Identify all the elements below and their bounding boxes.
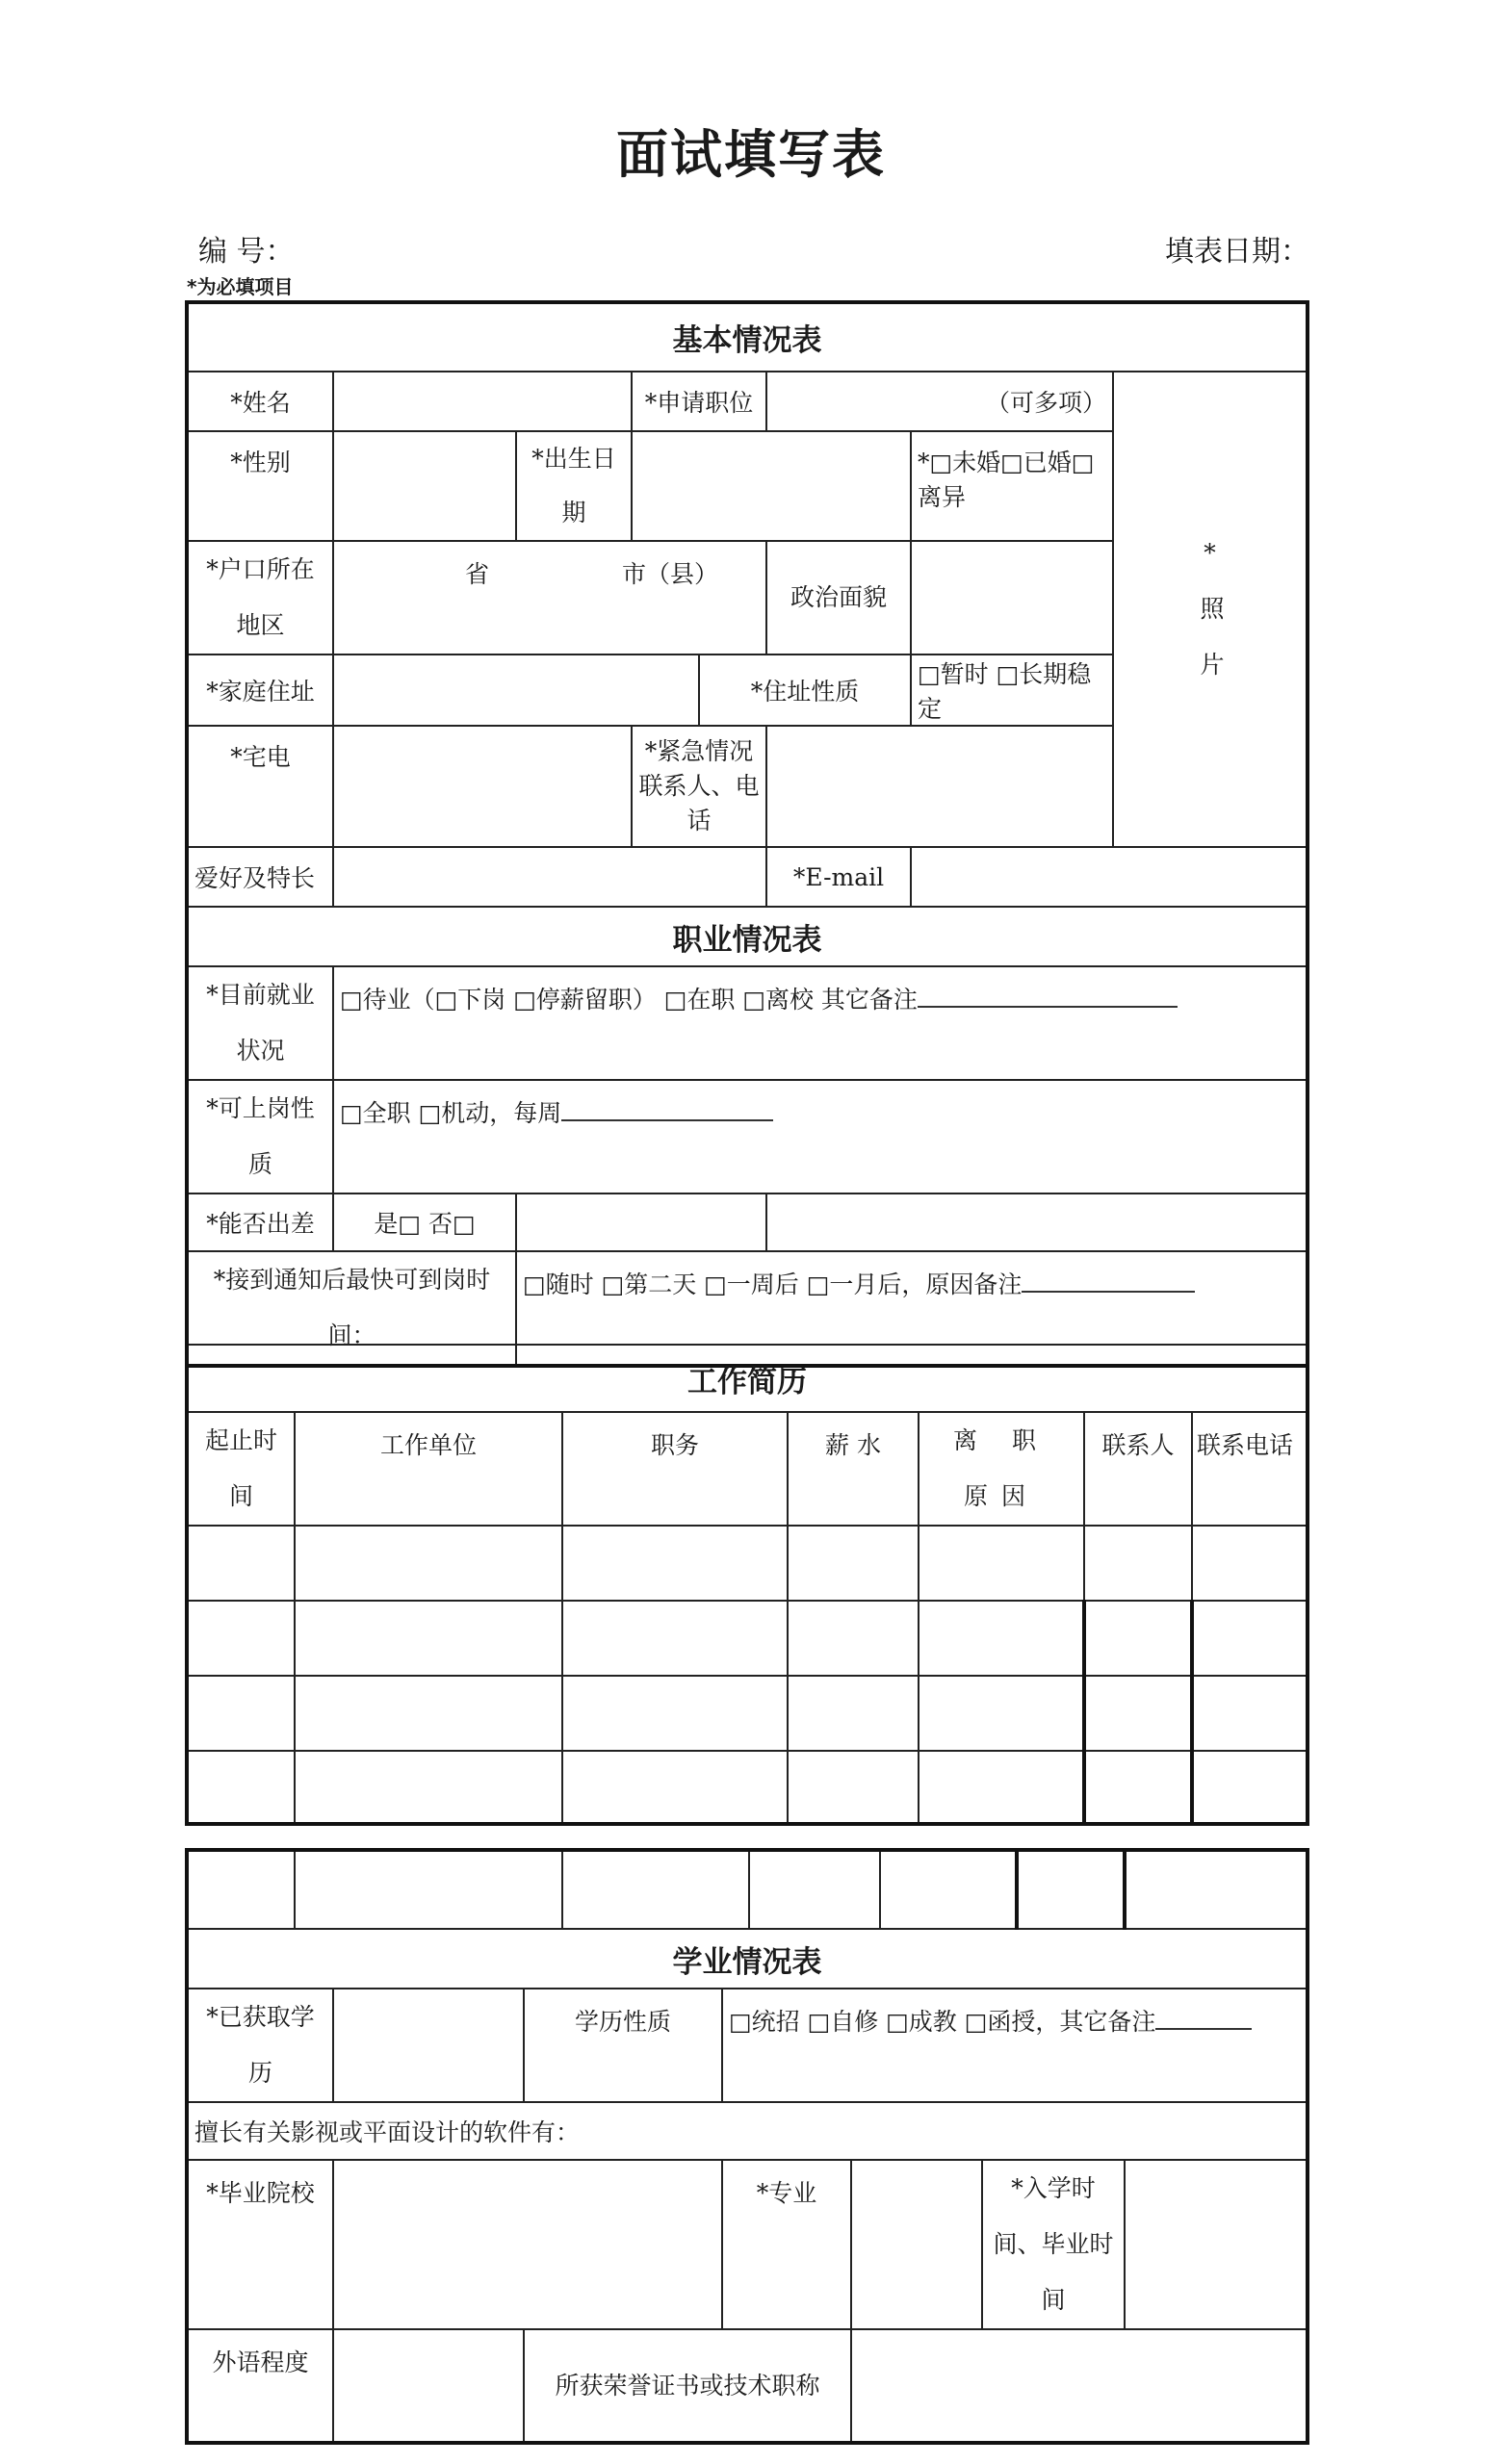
birth-label: *出生日期 bbox=[516, 431, 632, 541]
gender-field[interactable] bbox=[333, 431, 516, 541]
col-contact-phone: 联系电话 bbox=[1192, 1412, 1308, 1526]
position-hint: （可多项） bbox=[985, 389, 1106, 417]
required-note: *为必填项目 bbox=[187, 275, 294, 298]
travel-label: *能否出差 bbox=[187, 1194, 333, 1251]
honors-field[interactable] bbox=[851, 2329, 1308, 2443]
status-remark-line[interactable] bbox=[918, 981, 1178, 1008]
position-field[interactable] bbox=[766, 372, 1113, 431]
col-contact: 联系人 bbox=[1084, 1412, 1192, 1526]
table-cell[interactable] bbox=[919, 1751, 1084, 1824]
arrival-label: *接到通知后最快可到岗时间： bbox=[187, 1251, 516, 1366]
residence-label: *住址性质 bbox=[699, 654, 911, 726]
language-label: 外语程度 bbox=[187, 2329, 333, 2443]
degree-field[interactable] bbox=[333, 1989, 524, 2102]
table-row bbox=[187, 1526, 1308, 1601]
school-field[interactable] bbox=[333, 2160, 722, 2329]
major-field[interactable] bbox=[851, 2160, 982, 2329]
section-heading-work: 工作简历 bbox=[187, 1345, 1308, 1412]
section-heading-basic: 基本情况表 bbox=[187, 302, 1308, 372]
photo-box[interactable] bbox=[1113, 372, 1308, 847]
table-cell[interactable] bbox=[295, 1676, 562, 1751]
home-phone-field[interactable] bbox=[333, 726, 632, 847]
hukou-field[interactable] bbox=[333, 541, 766, 654]
table-cell[interactable] bbox=[1125, 1850, 1308, 1929]
name-label: *姓名 bbox=[187, 372, 333, 431]
table-cell[interactable] bbox=[1084, 1601, 1192, 1676]
table-row bbox=[187, 1676, 1308, 1751]
name-field[interactable] bbox=[333, 372, 632, 431]
table-cell[interactable] bbox=[788, 1676, 919, 1751]
major-label: *专业 bbox=[722, 2160, 851, 2329]
table-row bbox=[187, 1751, 1308, 1824]
work-history-table bbox=[185, 1344, 1309, 1826]
table-cell[interactable] bbox=[562, 1850, 749, 1929]
table-cell[interactable] bbox=[187, 1676, 295, 1751]
dates-field[interactable] bbox=[1125, 2160, 1308, 2329]
honors-label: 所获荣誉证书或技术职称 bbox=[524, 2329, 851, 2443]
travel-field-b[interactable] bbox=[766, 1194, 1308, 1251]
table-cell[interactable] bbox=[187, 1526, 295, 1601]
employment-status-options[interactable] bbox=[333, 966, 1308, 1080]
col-leave-reason: 离 职 原因 bbox=[919, 1412, 1084, 1526]
weekly-line[interactable] bbox=[561, 1094, 773, 1121]
province-label: 省 bbox=[465, 560, 490, 588]
degree-remark-line[interactable] bbox=[1155, 2003, 1252, 2030]
form-table-main bbox=[185, 300, 1309, 1368]
arrival-text: □随时 □第二天 □一周后 □一月后，原因备注 bbox=[523, 1270, 1023, 1298]
table-cell[interactable] bbox=[1192, 1676, 1308, 1751]
home-phone-label: *宅电 bbox=[187, 726, 333, 847]
table-cell[interactable] bbox=[1017, 1850, 1125, 1929]
photo-label: *照片 bbox=[1200, 539, 1225, 679]
col-salary: 薪 水 bbox=[788, 1412, 919, 1526]
education-table bbox=[185, 1848, 1309, 2445]
table-cell[interactable] bbox=[788, 1601, 919, 1676]
dates-label: *入学时间、毕业时间 bbox=[982, 2160, 1125, 2329]
employment-status-label: *目前就业状况 bbox=[187, 966, 333, 1080]
table-cell[interactable] bbox=[187, 1850, 295, 1929]
col-employer: 工作单位 bbox=[295, 1412, 562, 1526]
job-type-label: *可上岗性质 bbox=[187, 1080, 333, 1194]
page-title: 面试填写表 bbox=[616, 124, 886, 185]
table-cell[interactable] bbox=[919, 1676, 1084, 1751]
job-type-options[interactable] bbox=[333, 1080, 1308, 1194]
email-label: *E-mail bbox=[766, 847, 911, 907]
table-cell[interactable] bbox=[562, 1676, 788, 1751]
hukou-label: *户口所在地区 bbox=[187, 541, 333, 654]
table-cell[interactable] bbox=[1192, 1601, 1308, 1676]
col-title: 职务 bbox=[562, 1412, 788, 1526]
table-cell[interactable] bbox=[295, 1751, 562, 1824]
language-field[interactable] bbox=[333, 2329, 524, 2443]
residence-options[interactable]: □暂时 □长期稳定 bbox=[911, 654, 1113, 726]
table-cell[interactable] bbox=[919, 1526, 1084, 1601]
table-cell[interactable] bbox=[295, 1850, 562, 1929]
hobby-field[interactable] bbox=[333, 847, 766, 907]
address-label: *家庭住址 bbox=[187, 654, 333, 726]
section-heading-career: 职业情况表 bbox=[187, 907, 1308, 966]
table-cell[interactable] bbox=[562, 1526, 788, 1601]
emergency-label: *紧急情况联系人、电话 bbox=[632, 726, 766, 847]
travel-options[interactable]: 是□ 否□ bbox=[333, 1194, 516, 1251]
table-cell[interactable] bbox=[187, 1751, 295, 1824]
table-cell[interactable] bbox=[788, 1751, 919, 1824]
table-row bbox=[187, 1601, 1308, 1676]
fill-date-label: 填表日期： bbox=[1165, 235, 1309, 269]
table-row bbox=[187, 1850, 1308, 1929]
emergency-field[interactable] bbox=[766, 726, 1113, 847]
gender-label: *性别 bbox=[187, 431, 333, 541]
job-type-text: □全职 □机动，每周 bbox=[340, 1099, 562, 1127]
degree-label: *已获取学历 bbox=[187, 1989, 333, 2102]
table-cell[interactable] bbox=[880, 1850, 1017, 1929]
employment-status-text: □待业（□下岗 □停薪留职） □在职 □离校 其它备注 bbox=[340, 986, 918, 1014]
table-cell[interactable] bbox=[562, 1601, 788, 1676]
table-cell[interactable] bbox=[562, 1751, 788, 1824]
table-cell[interactable] bbox=[295, 1526, 562, 1601]
hobby-label: 爱好及特长 bbox=[187, 847, 333, 907]
table-cell[interactable] bbox=[919, 1601, 1084, 1676]
table-cell[interactable] bbox=[1192, 1526, 1308, 1601]
political-field[interactable] bbox=[911, 541, 1113, 654]
table-cell[interactable] bbox=[295, 1601, 562, 1676]
position-label: *申请职位 bbox=[632, 372, 766, 431]
form-number-label: 编 号： bbox=[198, 235, 295, 269]
section-heading-education: 学业情况表 bbox=[187, 1929, 1308, 1989]
table-cell[interactable] bbox=[1084, 1751, 1192, 1824]
travel-field-a[interactable] bbox=[516, 1194, 766, 1251]
email-field[interactable] bbox=[911, 847, 1308, 907]
city-label: 市（县） bbox=[621, 560, 718, 588]
birth-field[interactable] bbox=[632, 431, 911, 541]
table-cell[interactable] bbox=[1192, 1751, 1308, 1824]
table-cell[interactable] bbox=[749, 1850, 880, 1929]
table-cell[interactable] bbox=[1084, 1526, 1192, 1601]
marital-options[interactable]: *□未婚□已婚□离异 bbox=[911, 431, 1113, 541]
political-label: 政治面貌 bbox=[766, 541, 911, 654]
degree-type-label: 学历性质 bbox=[524, 1989, 722, 2102]
arrival-remark-line[interactable] bbox=[1022, 1266, 1195, 1293]
degree-type-text: □统招 □自修 □成教 □函授，其它备注 bbox=[729, 2008, 1156, 2036]
degree-type-options[interactable] bbox=[722, 1989, 1308, 2102]
col-period: 起止时间 bbox=[187, 1412, 295, 1526]
address-field[interactable] bbox=[333, 654, 699, 726]
table-cell[interactable] bbox=[788, 1526, 919, 1601]
table-cell[interactable] bbox=[187, 1601, 295, 1676]
table-cell[interactable] bbox=[1084, 1676, 1192, 1751]
school-label: *毕业院校 bbox=[187, 2160, 333, 2329]
software-label[interactable]: 擅长有关影视或平面设计的软件有： bbox=[187, 2102, 1308, 2160]
